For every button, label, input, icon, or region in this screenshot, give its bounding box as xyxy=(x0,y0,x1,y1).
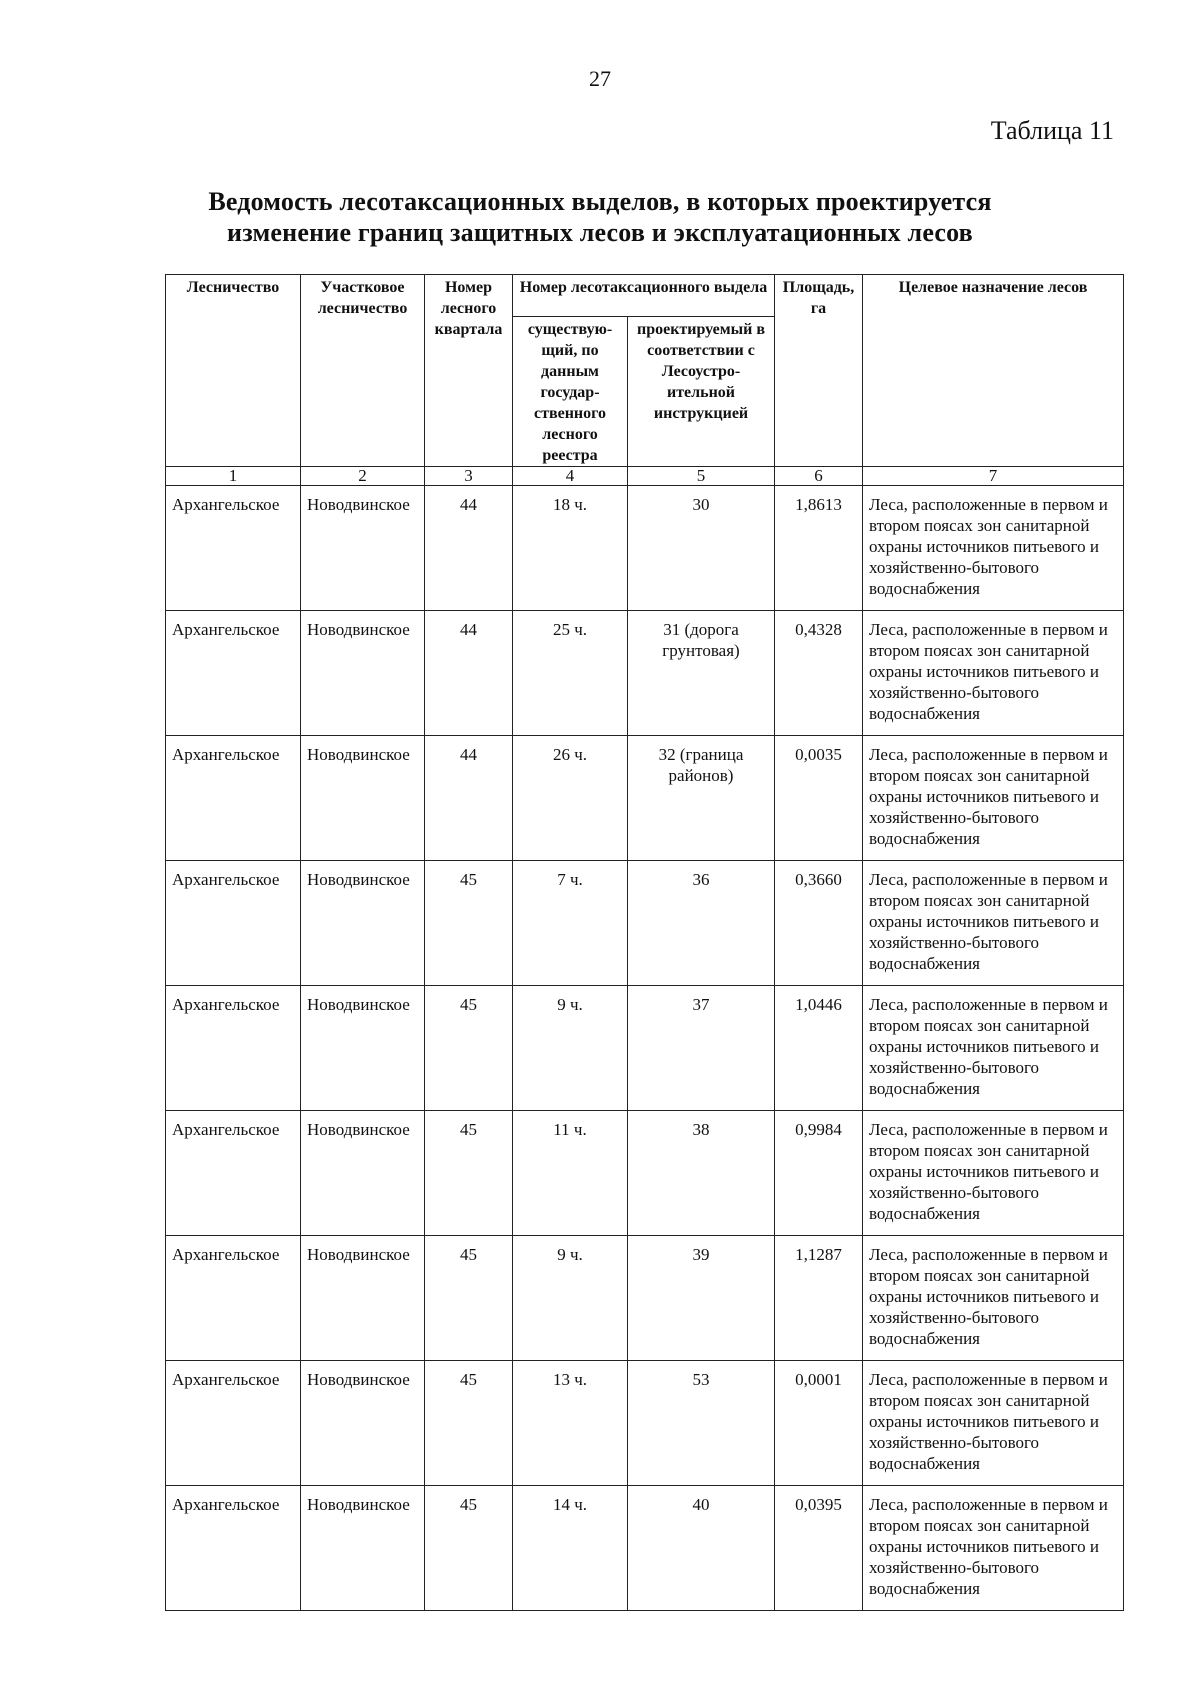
cell-quarter-number: 45 xyxy=(425,1236,513,1361)
cell-plot-projected: 38 xyxy=(628,1111,775,1236)
cell-purpose: Леса, расположенные в первом и втором поясах зон санитарной охраны источников питьевого и хозяйственно-бытового водоснабжения xyxy=(863,986,1124,1111)
header-district-forestry: Участковое лесничество xyxy=(301,275,425,467)
cell-purpose: Леса, расположенные в первом и втором поясах зон санитарной охраны источников питьевого и хозяйственно-бытового водоснабжения xyxy=(863,1486,1124,1611)
cell-plot-projected: 53 xyxy=(628,1361,775,1486)
column-number: 6 xyxy=(775,467,863,486)
column-number: 3 xyxy=(425,467,513,486)
cell-plot-existing: 7 ч. xyxy=(513,861,628,986)
header-plot-existing: существую-щий, по данным государ-ственного лесного реестра xyxy=(513,317,628,467)
cell-quarter-number: 45 xyxy=(425,1361,513,1486)
table-row xyxy=(166,1236,1124,1361)
cell-area: 0,0035 xyxy=(775,736,863,861)
cell-quarter-number: 44 xyxy=(425,486,513,611)
table-row xyxy=(166,736,1124,861)
cell-purpose: Леса, расположенные в первом и втором поясах зон санитарной охраны источников питьевого и хозяйственно-бытового водоснабжения xyxy=(863,736,1124,861)
cell-plot-projected: 36 xyxy=(628,861,775,986)
cell-plot-existing: 13 ч. xyxy=(513,1361,628,1486)
table-row xyxy=(166,986,1124,1111)
cell-quarter-number: 44 xyxy=(425,611,513,736)
cell-forestry: Архангельское xyxy=(166,1111,301,1236)
header-forestry: Лесничество xyxy=(166,275,301,467)
cell-district-forestry: Новодвинское xyxy=(301,861,425,986)
cell-area: 1,8613 xyxy=(775,486,863,611)
column-number: 7 xyxy=(863,467,1124,486)
cell-purpose: Леса, расположенные в первом и втором поясах зон санитарной охраны источников питьевого и хозяйственно-бытового водоснабжения xyxy=(863,486,1124,611)
cell-purpose: Леса, расположенные в первом и втором поясах зон санитарной охраны источников питьевого и хозяйственно-бытового водоснабжения xyxy=(863,861,1124,986)
cell-plot-projected: 40 xyxy=(628,1486,775,1611)
header-area: Площадь, га xyxy=(775,275,863,467)
cell-forestry: Архангельское xyxy=(166,1486,301,1611)
cell-plot-existing: 25 ч. xyxy=(513,611,628,736)
cell-quarter-number: 44 xyxy=(425,736,513,861)
cell-area: 0,4328 xyxy=(775,611,863,736)
cell-plot-projected: 39 xyxy=(628,1236,775,1361)
column-number: 2 xyxy=(301,467,425,486)
cell-district-forestry: Новодвинское xyxy=(301,1111,425,1236)
cell-district-forestry: Новодвинское xyxy=(301,736,425,861)
cell-plot-projected: 32 (граница районов) xyxy=(628,736,775,861)
cell-district-forestry: Новодвинское xyxy=(301,986,425,1111)
table-row xyxy=(166,1111,1124,1236)
cell-plot-existing: 11 ч. xyxy=(513,1111,628,1236)
cell-forestry: Архангельское xyxy=(166,486,301,611)
cell-forestry: Архангельское xyxy=(166,861,301,986)
cell-purpose: Леса, расположенные в первом и втором поясах зон санитарной охраны источников питьевого и хозяйственно-бытового водоснабжения xyxy=(863,1111,1124,1236)
cell-area: 0,0001 xyxy=(775,1361,863,1486)
header-plot-projected: проектируемый в соответствии с Лесоустро-ительной инструкцией xyxy=(628,317,775,467)
cell-area: 1,0446 xyxy=(775,986,863,1111)
cell-purpose: Леса, расположенные в первом и втором поясах зон санитарной охраны источников питьевого и хозяйственно-бытового водоснабжения xyxy=(863,611,1124,736)
column-number: 5 xyxy=(628,467,775,486)
cell-forestry: Архангельское xyxy=(166,986,301,1111)
table-row xyxy=(166,611,1124,736)
cell-plot-existing: 9 ч. xyxy=(513,986,628,1111)
cell-area: 0,0395 xyxy=(775,1486,863,1611)
table-row xyxy=(166,1486,1124,1611)
header-quarter-number: Номер лесного квартала xyxy=(425,275,513,467)
cell-purpose: Леса, расположенные в первом и втором поясах зон санитарной охраны источников питьевого и хозяйственно-бытового водоснабжения xyxy=(863,1236,1124,1361)
cell-plot-existing: 9 ч. xyxy=(513,1236,628,1361)
cell-plot-projected: 30 xyxy=(628,486,775,611)
document-title-line: изменение границ защитных лесов и эксплуатационных лесов xyxy=(227,218,973,247)
header-purpose: Целевое назначение лесов xyxy=(863,275,1124,467)
table-label: Таблица 11 xyxy=(990,116,1114,145)
cell-quarter-number: 45 xyxy=(425,1486,513,1611)
table-body xyxy=(166,467,1124,1611)
cell-area: 0,3660 xyxy=(775,861,863,986)
cell-forestry: Архангельское xyxy=(166,1361,301,1486)
cell-plot-existing: 14 ч. xyxy=(513,1486,628,1611)
table-row xyxy=(166,486,1124,611)
column-number-row xyxy=(166,467,1124,486)
cell-area: 0,9984 xyxy=(775,1111,863,1236)
column-number: 1 xyxy=(166,467,301,486)
cell-plot-projected: 31 (дорога грунтовая) xyxy=(628,611,775,736)
table-header xyxy=(165,274,1124,467)
data-table xyxy=(165,466,1124,1611)
cell-district-forestry: Новодвинское xyxy=(301,1486,425,1611)
table-row xyxy=(166,1361,1124,1486)
table-row xyxy=(166,861,1124,986)
cell-forestry: Архангельское xyxy=(166,736,301,861)
cell-district-forestry: Новодвинское xyxy=(301,1236,425,1361)
header-plot-number: Номер лесотаксационного выдела xyxy=(513,275,775,317)
cell-plot-existing: 26 ч. xyxy=(513,736,628,861)
cell-plot-existing: 18 ч. xyxy=(513,486,628,611)
cell-district-forestry: Новодвинское xyxy=(301,486,425,611)
cell-quarter-number: 45 xyxy=(425,861,513,986)
cell-area: 1,1287 xyxy=(775,1236,863,1361)
cell-forestry: Архангельское xyxy=(166,611,301,736)
cell-forestry: Архангельское xyxy=(166,1236,301,1361)
cell-quarter-number: 45 xyxy=(425,1111,513,1236)
page-number: 27 xyxy=(589,66,611,91)
cell-district-forestry: Новодвинское xyxy=(301,611,425,736)
cell-district-forestry: Новодвинское xyxy=(301,1361,425,1486)
document-title-line: Ведомость лесотаксационных выделов, в которых проектируется xyxy=(208,187,992,216)
cell-purpose: Леса, расположенные в первом и втором поясах зон санитарной охраны источников питьевого и хозяйственно-бытового водоснабжения xyxy=(863,1361,1124,1486)
column-number: 4 xyxy=(513,467,628,486)
cell-plot-projected: 37 xyxy=(628,986,775,1111)
cell-quarter-number: 45 xyxy=(425,986,513,1111)
document-title xyxy=(150,186,1050,248)
